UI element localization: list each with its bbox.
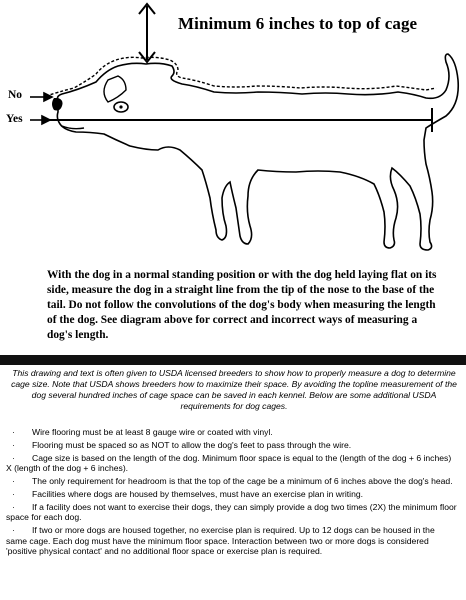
section-divider <box>0 355 466 365</box>
list-item: · Flooring must be spaced so as NOT to allow the dog's feet to pass through the wire. <box>6 440 458 450</box>
list-item: · If two or more dogs are housed together, no exercise plan is required. Up to 12 dogs can be housed in the same cage. Each dog must have the minimum floor space. Interaction between two or more dogs is considered 'positive physical contact' and no additional floor space or exercise plan is required. <box>6 525 435 557</box>
bullet-icon: · <box>12 525 15 536</box>
headroom-arrow <box>139 4 155 62</box>
dog-nose <box>52 98 63 111</box>
dog-measurement-diagram <box>0 0 466 262</box>
dog-outline <box>57 54 458 250</box>
diagram-caption: With the dog in a normal standing position or with the dog held laying flat on its side, measure the dog in a straight line from the tip of the nose to the base of the tail. Do not follow the convolutions of the dog's body when measuring the length of the dog. See diagram above for correct and incorrect ways of measuring a dog's length. <box>47 269 437 341</box>
bullet-icon: · <box>12 427 15 437</box>
dog-ear <box>104 76 126 102</box>
list-item: · If a facility does not want to exercise their dogs, they can simply provide a dog two times (2X) the minimum floor space for each dog. <box>6 501 457 523</box>
no-arrow <box>30 93 52 101</box>
bullet-icon: · <box>12 501 15 512</box>
bullet-icon: · <box>12 439 15 450</box>
list-item: · The only requirement for headroom is that the top of the cage be a minimum of 6 inches above the dog's head. <box>6 476 458 486</box>
list-item: · Cage size is based on the length of the dog. Minimum floor space is equal to the (length of the dog + 6 inches) X (length of the dog + 6 inches). <box>6 452 452 474</box>
requirements-list <box>6 427 458 559</box>
list-item: · Facilities where dogs are housed by themselves, must have an exercise plan in writing. <box>6 489 458 499</box>
intro-paragraph: This drawing and text is often given to USDA licensed breeders to show how to properly measure a dog to determine cage size. Note that USDA shows breeders how to maximize their space. By avoiding the topline measurement of the dog several hundred inches of cage space can be saved in each kennel. Below are some additional USDA requirements for dog cages. <box>11 368 457 411</box>
bullet-icon: · <box>12 489 15 500</box>
label-no: No <box>8 89 23 101</box>
dog-pupil <box>119 105 122 108</box>
list-item: · Wire flooring must be at least 8 gauge wire or coated with vinyl. <box>6 427 458 437</box>
headroom-label: Minimum 6 inches to top of cage <box>178 14 418 33</box>
yes-arrow <box>30 116 50 124</box>
label-yes: Yes <box>6 113 23 125</box>
bullet-icon: · <box>12 476 15 487</box>
bullet-icon: · <box>12 452 15 463</box>
